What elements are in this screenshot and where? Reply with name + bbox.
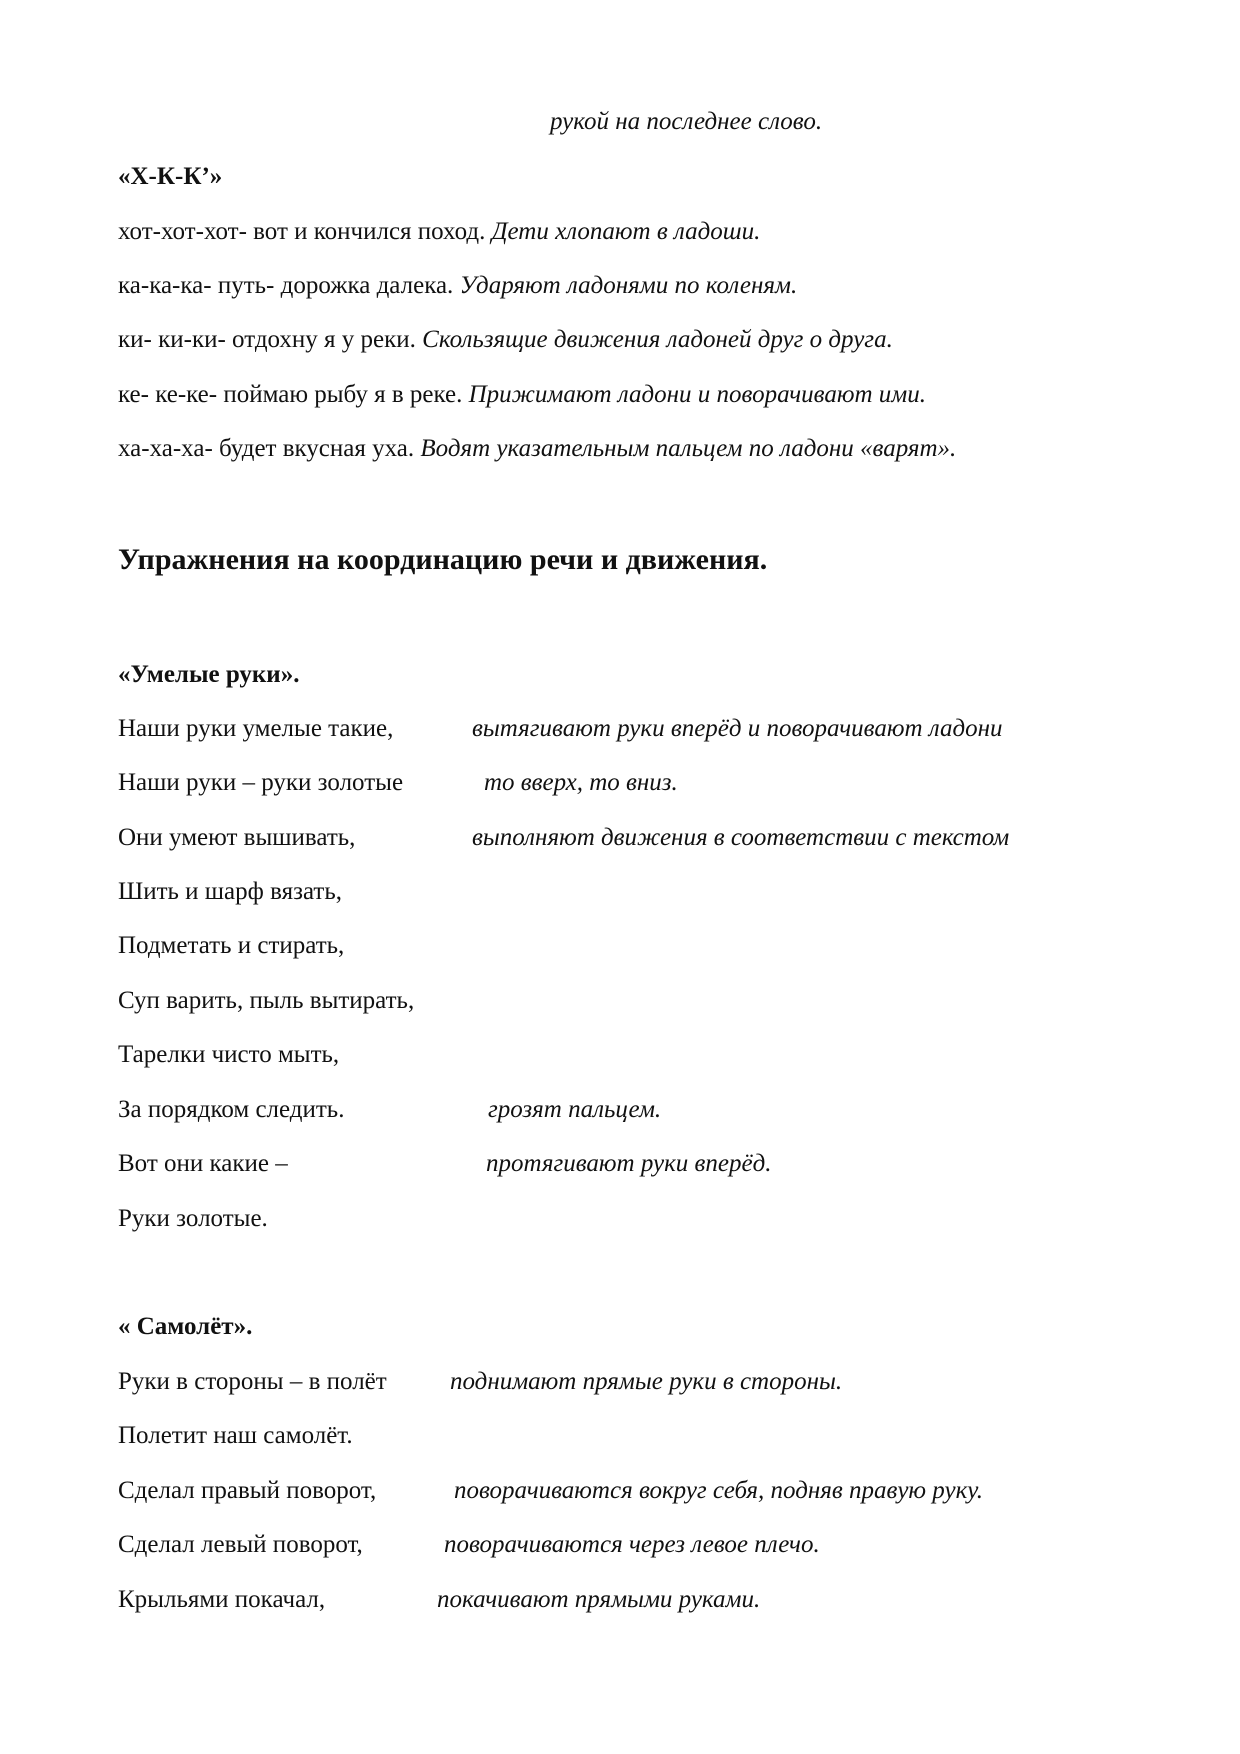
umelye-text: Подметать и стирать,	[118, 932, 345, 959]
umelye-text: Тарелки чисто мыть,	[118, 1041, 340, 1068]
samolet-text: Полетит наш самолёт.	[118, 1422, 353, 1449]
umelye-action: грозят пальцем.	[488, 1096, 662, 1123]
umelye-text: Они умеют вышивать,	[118, 824, 356, 851]
hkk-line-text: ке- ке-ке- поймаю рыбу я в реке.	[118, 381, 463, 408]
umelye-action: выполняют движения в соответствии с текстом	[472, 824, 1010, 851]
samolet-text: Сделал левый поворот,	[118, 1531, 363, 1558]
samolet-text: Руки в стороны – в полёт	[118, 1368, 387, 1395]
hkk-line	[118, 434, 956, 464]
umelye-action: протягивают руки вперёд.	[486, 1150, 772, 1177]
hkk-line	[118, 325, 893, 355]
umelye-action: вытягивают руки вперёд и поворачивают ладони	[472, 715, 1003, 742]
samolet-action: поворачиваются вокруг себя, подняв правую руку.	[454, 1477, 984, 1504]
hkk-line-text: ки- ки-ки- отдохну я у реки.	[118, 326, 416, 353]
samolet-text: Крыльями покачал,	[118, 1586, 326, 1613]
umelye-text: Суп варить, пыль вытирать,	[118, 987, 415, 1014]
hkk-line-action: Ударяют ладонями по коленям.	[459, 272, 798, 299]
hkk-line-text: ха-ха-ха- будет вкусная уха.	[118, 435, 415, 462]
umelye-text: За порядком следить.	[118, 1096, 345, 1123]
hkk-title: «Х-К-К’»	[118, 163, 223, 190]
umelye-action: то вверх, то вниз.	[484, 769, 678, 796]
umelye-text: Руки золотые.	[118, 1205, 268, 1232]
hkk-line-text: хот-хот-хот- вот и кончился поход.	[118, 218, 486, 245]
hkk-line-action: Прижимают ладони и поворачивают ими.	[468, 381, 926, 408]
hkk-line	[118, 217, 760, 247]
section-heading: Упражнения на координацию речи и движения.	[118, 543, 768, 576]
samolet-action: поднимают прямые руки в стороны.	[450, 1368, 843, 1395]
hkk-line-action: Скользящие движения ладоней друг о друга.	[422, 326, 893, 353]
umelye-text: Вот они какие –	[118, 1150, 288, 1177]
hkk-line	[118, 380, 926, 410]
samolet-text: Сделал правый поворот,	[118, 1477, 377, 1504]
hkk-line-text: ка-ка-ка- путь- дорожка далека.	[118, 272, 454, 299]
hkk-line-action: Водят указательным пальцем по ладони «варят».	[420, 435, 957, 462]
umelye-title: «Умелые руки».	[118, 661, 300, 688]
samolet-action: поворачиваются через левое плечо.	[444, 1531, 820, 1558]
continuation-line: рукой на последнее слово.	[550, 108, 823, 135]
hkk-line	[118, 271, 797, 301]
hkk-line-action: Дети хлопают в ладоши.	[491, 218, 761, 245]
umelye-text: Наши руки умелые такие,	[118, 715, 394, 742]
samolet-title: « Самолёт».	[118, 1313, 253, 1340]
umelye-text: Шить и шарф вязать,	[118, 878, 342, 905]
umelye-text: Наши руки – руки золотые	[118, 769, 404, 796]
samolet-action: покачивают прямыми руками.	[437, 1586, 761, 1613]
